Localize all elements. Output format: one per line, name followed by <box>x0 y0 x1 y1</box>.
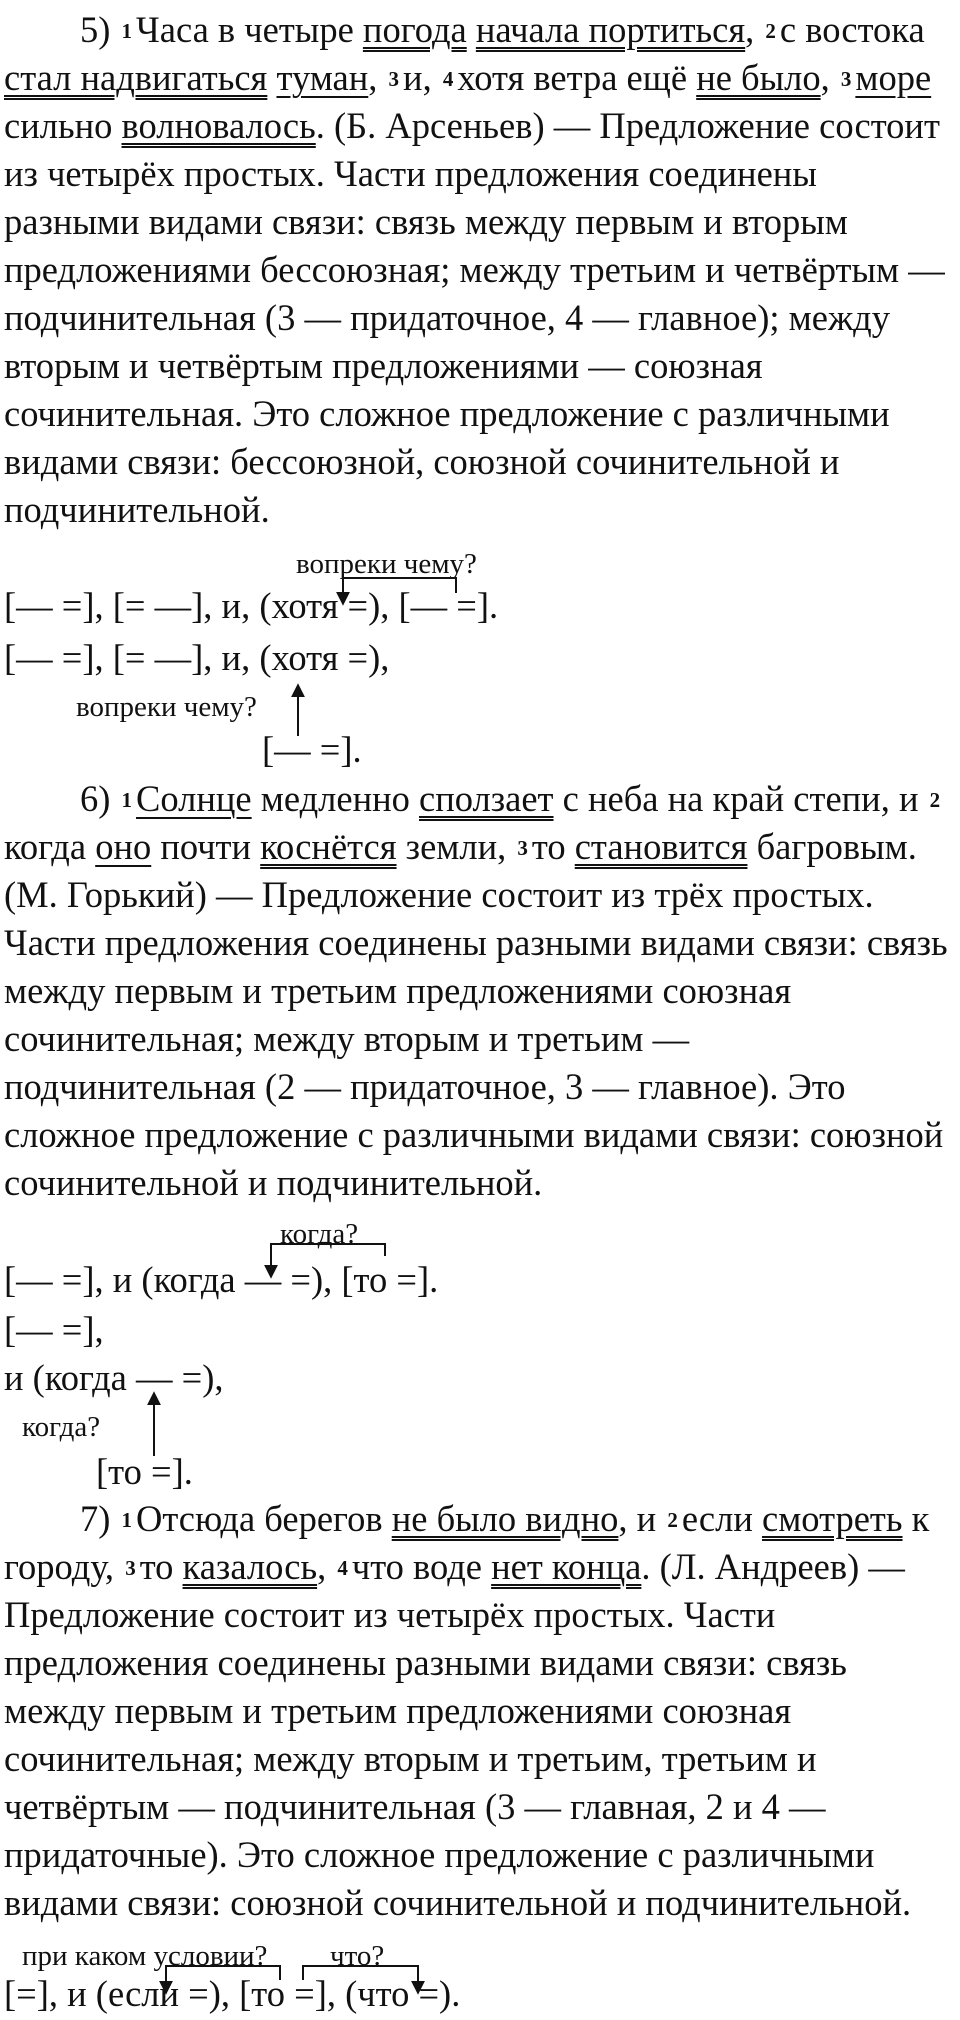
ex6-question-label: когда? <box>280 1218 359 1250</box>
clause-number: 3 <box>517 835 528 860</box>
ex5-scheme-linear: [— =], [= —], и, (хотя =), [— =]. <box>4 585 499 626</box>
subject-underlined: море <box>855 57 932 98</box>
ex6-line-9: сочинительной и подчинительной. <box>4 1162 543 1203</box>
ex7-line-2: городу, 3 то казалось, 4 что воде нет конца. (Л. Андреев) — <box>4 1546 905 1587</box>
ex5-line-4: из четырёх простых. Части предложения соединены <box>4 153 817 194</box>
ex7-line-3: Предложение состоит из четырёх простых. Части <box>4 1594 776 1635</box>
ex7-line-6: сочинительная; между вторым и третьим, третьим и <box>4 1738 817 1779</box>
ex7-question-label: при каком условии? <box>22 1940 268 1972</box>
ex5-question-label-2: вопреки чему? <box>76 691 257 723</box>
ex5-line-8: вторым и четвёртым предложениями — союзная <box>4 345 763 386</box>
ex6-scheme-linear: [— =], и (когда — =), [то =]. <box>4 1259 439 1300</box>
subject-underlined: Солнце <box>136 778 252 819</box>
ex5-line-3: сильно волновалось. (Б. Арсеньев) — Предложение состоит <box>4 105 940 146</box>
clause-number: 2 <box>765 18 776 43</box>
ex7-line-8: придаточные). Это сложное предложение с различными <box>4 1834 875 1875</box>
predicate-underlined: нет конца <box>491 1546 642 1587</box>
predicate-underlined: сползает <box>419 778 554 819</box>
ex7-line-1: 7) 1 Отсюда берегов не было видно, и 2 если смотреть к <box>80 1498 930 1539</box>
ex7-line-9: видами связи: союзной сочинительной и подчинительной. <box>4 1882 912 1923</box>
ex5-line-9: сочинительная. Это сложное предложение с различными <box>4 393 890 434</box>
predicate-underlined: стал надвигаться <box>4 57 268 98</box>
predicate-underlined: начала портиться <box>475 9 746 50</box>
predicate-underlined: казалось <box>182 1546 318 1587</box>
predicate-underlined: становится <box>574 826 748 867</box>
clause-number: 2 <box>929 787 941 812</box>
predicate-underlined: коснётся <box>260 826 397 867</box>
ex5-line-10: видами связи: бессоюзной, союзной сочинительной и <box>4 441 840 482</box>
ex5-line-11: подчинительной. <box>4 489 270 530</box>
ex7-line-4: предложения соединены разными видами связи: связь <box>4 1642 847 1683</box>
ex5-line-1: 5) 1 Часа в четыре погода начала портиться, 2 с востока <box>80 9 925 50</box>
ex7-question-label-2: что? <box>330 1940 385 1972</box>
clause-number: 4 <box>442 66 454 91</box>
clause-number: 4 <box>337 1555 348 1580</box>
ex6-line-6: сочинительная; между вторым и третьим — <box>4 1018 690 1059</box>
clause-number: 3 <box>125 1555 136 1580</box>
ex5-line-2: стал надвигаться туман, 3 и, 4 хотя ветра ещё не было, 3 море <box>4 57 932 98</box>
ex6-line-1: 6) 1 Солнце медленно сползает с неба на край степи, и 2 <box>80 778 941 819</box>
clause-number: 1 <box>121 1507 133 1532</box>
subject-underlined: погода <box>362 9 467 50</box>
ex6-line-3: (М. Горький) — Предложение состоит из трёх простых. <box>4 874 874 915</box>
ex7-scheme-linear: [=], и (если =), [то =], (что =). <box>4 1973 461 2014</box>
ex6-question-label-2: когда? <box>22 1411 101 1443</box>
clause-number: 3 <box>388 66 400 91</box>
subject-underlined: туман <box>276 57 369 98</box>
ex7-line-5: между первым и третьим предложениями союзная <box>4 1690 792 1731</box>
ex6-scheme-vertical-sub: [то =]. <box>96 1451 193 1492</box>
ex5-scheme-vertical-sub: [— =]. <box>262 729 362 770</box>
clause-number: 2 <box>667 1507 678 1532</box>
ex6-line-5: между первым и третьим предложениями союзная <box>4 970 792 1011</box>
ex6-line-8: сложное предложение с различными видами связи: союзной <box>4 1114 944 1155</box>
predicate-underlined: смотреть <box>762 1498 903 1539</box>
ex5-line-5: разными видами связи: связь между первым и вторым <box>4 201 848 242</box>
ex6-line-7: подчинительная (2 — придаточное, 3 — главное). Это <box>4 1066 846 1107</box>
predicate-underlined: не было <box>696 57 821 98</box>
clause-number: 3 <box>840 66 852 91</box>
ex5-line-6: предложениями бессоюзная; между третьим и четвёртым — <box>4 249 945 290</box>
ex5-scheme-vertical-main: [— =], [= —], и, (хотя =), <box>4 637 390 678</box>
ex5-line-7: подчинительная (3 — придаточное, 4 — главное); между <box>4 297 890 338</box>
ex5-question-label: вопреки чему? <box>296 548 477 580</box>
ex7-line-7: четвёртым — подчинительная (3 — главная, 2 и 4 — <box>4 1786 826 1827</box>
ex6-line-4: Части предложения соединены разными видами связи: связь <box>4 922 948 963</box>
ex6-line-2: когда оно почти коснётся земли, 3 то становится багровым. <box>4 826 917 867</box>
ex6-scheme-vertical-mid: и (когда — =), <box>4 1357 224 1398</box>
subject-underlined: оно <box>95 826 152 867</box>
clause-number: 1 <box>121 787 133 812</box>
ex6-scheme-vertical-main: [— =], <box>4 1309 104 1350</box>
clause-number: 1 <box>121 18 133 43</box>
predicate-underlined: не было видно <box>391 1498 619 1539</box>
predicate-underlined: волновалось <box>121 105 316 146</box>
